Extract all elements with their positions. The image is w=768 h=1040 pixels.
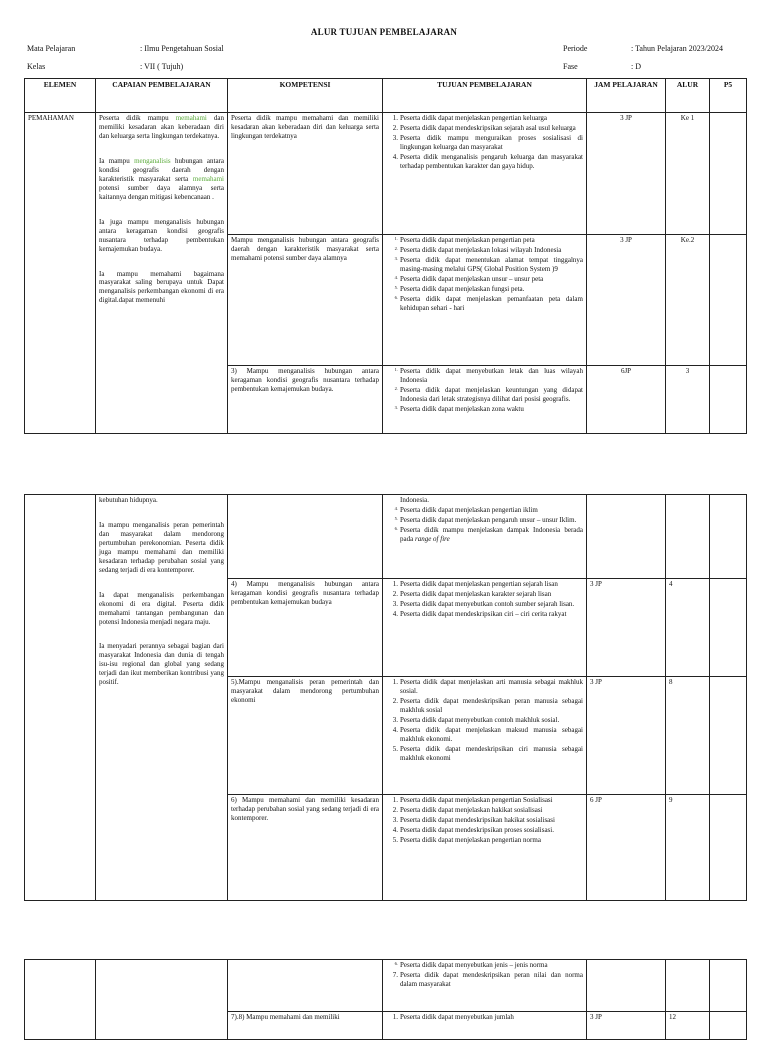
list-item: 1. Peserta didik dapat menyebutkan jumlah (392, 1013, 514, 1021)
kelas-value: : VII ( Tujuh) (140, 62, 184, 71)
list-item: 4. Peserta didik dapat menjelaskan unsur – unsur peta (394, 275, 544, 284)
highlight-term: memahami (175, 114, 207, 123)
list-item: 2. Peserta didik dapat menjelaskan karakter sejarah lisan (392, 589, 552, 598)
list-item: 6. Peserta didik dapat menyebutkan jenis – jenis norma (394, 961, 548, 969)
elemen-cell (25, 113, 96, 434)
list-item: 1. Peserta didik dapat menjelaskan pengertian Sosialisasi (392, 796, 553, 804)
p5-cell (710, 579, 747, 677)
cp-paragraph: Ia mampu menganalisis hubungan antara kondisi geografis daerah dengan karakteristik masyarakat serta memahami potensi sumber daya alamnya serta kaitannya dengan mitigasi kebencanaan . (99, 156, 224, 201)
jam-cell: 3 JP (587, 677, 666, 795)
col-header-elemen: ELEMEN (25, 79, 96, 113)
list-item: 1. Peserta didik dapat menyebutkan letak dan luas wilayah Indonesia (394, 366, 583, 384)
kompetensi-cell: Mampu menganalisis hubungan antara geografis daerah dengan karakteristik masyarakat serta memahami potensi sumber daya alamnya (228, 235, 383, 365)
cp-paragraph: Ia dapat menganalisis perkembangan ekonomi di era digital. Peserta didik memahami tantangan pembangunan dan potensi Indonesia menjadi negara maju. (99, 590, 224, 626)
col-header-alur: ALUR (666, 79, 710, 113)
list-item: 2. Peserta didik dapat menjelaskan keuntungan yang didapat Indonesia dari letak strategisnya dilihat dari posisi geografis. (394, 385, 583, 403)
table-row (25, 495, 747, 579)
tujuan-cell (383, 235, 587, 365)
table-row (25, 113, 747, 235)
kompetensi-cell (228, 960, 383, 1012)
p5-cell (710, 235, 747, 365)
list-item: 6. Peserta didik dapat menjelaskan pemanfaatan peta dalam kehidupan sehari - hari (394, 295, 583, 313)
cp-paragraph: Ia mampu memahami bagaimana masyarakat saling berupaya untuk Dapat menganalisis perkembangan ekonomi di era digital.dapat memenuhi (99, 269, 224, 305)
list-item: 4. Peserta didik menganalisis pengaruh keluarga dan masyarakat terhadap pembentukan karakter dan gaya hidup. (392, 152, 583, 170)
col-header-kompetensi: KOMPETENSI (228, 79, 383, 113)
list-item: 5. Peserta didik dapat menjelaskan fungsi peta. (394, 285, 525, 294)
list-item: 1. Peserta didik dapat menjelaskan pengertian keluarga (392, 114, 548, 123)
list-item: 3. Peserta didik dapat menjelaskan zona waktu (394, 404, 524, 413)
cp-paragraph: Ia mampu menganalisis peran pemerintah dan masyarakat dalam mendorong pertumbuhan perekonomian. Peserta didik juga mampu memahami dan memiliki kesadaran terhadap perubahan sosial yang sedang terjadi di era kontemporer. (99, 520, 224, 574)
tujuan-cell (383, 677, 587, 795)
tujuan-cell (383, 1012, 587, 1040)
jam-cell: 3 JP (587, 235, 666, 365)
atp-table-page-1 (24, 78, 747, 434)
kompetensi-cell (228, 495, 383, 579)
cp-paragraph: Ia menyadari perannya sebagai bagian dari masyarakat Indonesia dan dunia di tengah isu-isu regional dan global yang sedang terjadi dan ikut memberikan kontribusi yang positif. (99, 642, 224, 687)
p5-cell (710, 960, 747, 1012)
highlight-term: menganalisis (134, 156, 171, 165)
cp-paragraph: Peserta didik mampu memahami dan memiliki kesadaran akan keberadaan diri dan keluarga serta lingkungan terdekatnya. (99, 114, 224, 140)
tujuan-cell (383, 795, 587, 901)
list-item: 4. Peserta didik dapat mendeskripsikan ciri – ciri cerita rakyat (392, 609, 567, 618)
elemen-cell (25, 495, 96, 901)
jam-cell: 3 JP (587, 579, 666, 677)
list-item: 4. Peserta didik dapat mendeskripsikan proses sosialisasi. (392, 825, 554, 834)
list-item: 6. Peserta didik mampu menjelaskan dampak Indonesia berada pada range of fire (394, 525, 583, 543)
p5-cell (710, 495, 747, 579)
capaian-cell (96, 960, 228, 1040)
alur-cell: 3 (666, 365, 710, 433)
jam-cell (587, 495, 666, 579)
alur-cell: 4 (666, 579, 710, 677)
list-item: 3. Peserta didik dapat menyebutkan contoh sumber sejarah lisan. (392, 599, 575, 608)
p5-cell (710, 365, 747, 433)
p5-cell (710, 677, 747, 795)
alur-cell (666, 495, 710, 579)
list-item: 3. Peserta didik dapat menentukan alamat tempat tinggalnya masing-masing melalui GPS( Global Position System )9 (394, 256, 583, 274)
list-item: 2. Peserta didik dapat mendeskripsikan sejarah asal usul keluarga (392, 124, 576, 133)
list-item: 2. Peserta didik dapat mendeskripsikan peran manusia sebagai makhluk sosial (392, 696, 583, 714)
kompetensi-cell: Peserta didik mampu memahami dan memiliki kesadaran akan keberadaan diri dan keluarga serta lingkungan terdekatnya (228, 113, 383, 235)
periode-label: Periode (563, 44, 588, 53)
col-header-tujuan: TUJUAN PEMBELAJARAN (383, 79, 587, 113)
tujuan-cell (383, 495, 587, 579)
col-header-p5: P5 (710, 79, 747, 113)
p5-cell (710, 795, 747, 901)
list-item: 5. Peserta didik dapat menjelaskan pengertian norma (392, 835, 541, 844)
tujuan-cell (383, 960, 587, 1012)
elemen-value: PEMAHAMAN (28, 114, 74, 123)
list-item: 2. Peserta didik dapat menjelaskan lokasi wilayah Indonesia (394, 246, 562, 255)
list-item: 1. Peserta didik dapat menjelaskan arti manusia sebagai makhluk sosial. (392, 678, 583, 695)
fase-value: : D (631, 62, 641, 71)
elemen-cell (25, 960, 96, 1040)
alur-cell: Ke.2 (666, 235, 710, 365)
list-item: 3. Peserta didik dapat mendeskripsikan hakikat sosialisasi (392, 815, 555, 824)
mapel-value: : Ilmu Pengetahuan Sosial (140, 44, 224, 53)
jam-cell: 3 JP (587, 1012, 666, 1040)
kompetensi-cell: 5).Mampu menganalisis peran pemerintah dan masyarakat dalam mendorong pertumbuhan ekonomi (228, 677, 383, 795)
col-header-jam: JAM PELAJARAN (587, 79, 666, 113)
list-item: 1. Peserta didik dapat menjelaskan pengertian peta (394, 236, 535, 245)
alur-cell (666, 960, 710, 1012)
tujuan-cell (383, 113, 587, 235)
tujuan-cell (383, 579, 587, 677)
list-item: 5. Peserta didik dapat mendeskripsikan ciri manusia sebagai makhluk ekonomi (392, 744, 583, 762)
p5-cell (710, 113, 747, 235)
kompetensi-cell: 4) Mampu menganalisis hubungan antara keragaman kondisi geografis nusantara terhadap pembentukan kemajemukan budaya (228, 579, 383, 677)
jam-cell (587, 960, 666, 1012)
tujuan-cell (383, 365, 587, 433)
atp-table-page-3 (24, 959, 747, 1040)
p5-cell (710, 1012, 747, 1040)
cp-paragraph: kebutuhan hidupnya. (99, 496, 158, 504)
jam-cell: 6 JP (587, 795, 666, 901)
atp-table-page-2 (24, 494, 747, 901)
cp-paragraph: Ia juga mampu menganalisis hubungan antara keragaman kondisi geografis nusantara terhadap pembentukan kemajemukan budaya. (99, 217, 224, 253)
alur-cell: 12 (666, 1012, 710, 1040)
list-item: 5. Peserta didik dapat menjelaskan pengaruh unsur – unsur Iklim. (394, 515, 577, 524)
alur-cell: 9 (666, 795, 710, 901)
kompetensi-cell: 3) Mampu menganalisis hubungan antara keragaman kondisi geografis nusantara terhadap pembentukan kemajemukan budaya. (228, 365, 383, 433)
list-item: 1. Peserta didik dapat menjelaskan pengertian sejarah lisan (392, 580, 558, 588)
capaian-cell (96, 495, 228, 901)
table-row (25, 960, 747, 1012)
kelas-label: Kelas (27, 62, 46, 71)
list-item: 4. Peserta didik dapat menjelaskan pengertian iklim (394, 505, 538, 514)
periode-value: : Tahun Pelajaran 2023/2024 (631, 44, 723, 53)
list-item: 2. Peserta didik dapat menjelaskan hakikat sosialisasi (392, 805, 543, 814)
list-item: 3. Peserta didik mampu menguraikan proses sosialisasi di lingkungan keluarga dan masyarakat (392, 134, 583, 151)
document-title: ALUR TUJUAN PEMBELAJARAN (310, 27, 458, 37)
alur-cell: 8 (666, 677, 710, 795)
list-item: Indonesia. (400, 496, 429, 504)
highlight-term: memahami (192, 174, 224, 183)
capaian-cell (96, 113, 228, 434)
col-header-capaian: CAPAIAN PEMBELAJARAN (96, 79, 228, 113)
list-item: 7. Peserta didik dapat mendeskripsikan peran nilai dan norma dalam masyarakat (392, 970, 583, 988)
list-item: 3. Peserta didik dapat menyebutkan contoh makhluk sosial. (392, 715, 560, 724)
kompetensi-cell: 6) Mampu memahami dan memiliki kesadaran terhadap perubahan sosial yang sedang terjadi di era kontemporer. (228, 795, 383, 901)
fase-label: Fase (563, 62, 578, 71)
alur-cell: Ke 1 (666, 113, 710, 235)
jam-cell: 6JP (587, 365, 666, 433)
mapel-label: Mata Pelajaran (27, 44, 76, 53)
jam-cell: 3 JP (587, 113, 666, 235)
list-item: 4. Peserta didik dapat menjelaskan maksud manusia sebagai makhluk ekonomi. (392, 725, 583, 743)
kompetensi-cell: 7).8) Mampu memahami dan memiliki (228, 1012, 383, 1040)
